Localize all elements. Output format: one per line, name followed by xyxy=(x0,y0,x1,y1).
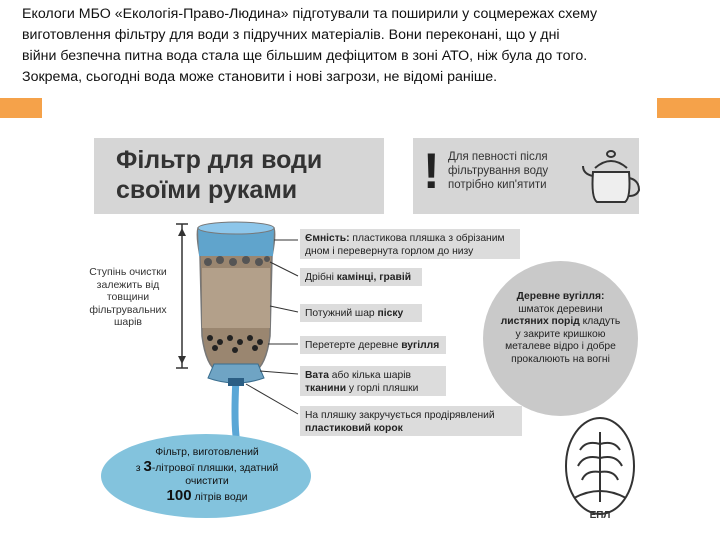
intro-line: Зокрема, сьогодні вода може становити і нові загрози, не відомі раніше. xyxy=(22,69,498,85)
tree-logo-icon xyxy=(560,414,640,526)
warning-text: Для певності після фільтрування воду потрібно кип'ятити xyxy=(448,151,549,191)
charcoal-line-b-bold: листяних порід xyxy=(500,316,580,327)
callout-sand-text: Потужний шар xyxy=(305,308,378,319)
callout-cap-text: На пляшку закручується продірявлений xyxy=(305,410,495,421)
capacity-text xyxy=(128,446,286,504)
charcoal-heading: Деревне вугілля: xyxy=(516,291,605,302)
intro-line: Екологи МБО «Екологія-Право-Людина» підготували та поширили у соцмережах схему xyxy=(22,6,598,22)
capacity-line-2-pre: з xyxy=(135,461,144,474)
filter-infographic xyxy=(68,116,646,528)
intro-paragraph xyxy=(22,4,712,88)
capacity-liters-water: 100 xyxy=(166,486,192,504)
charcoal-line-b-post: кладуть xyxy=(579,316,621,327)
capacity-liters-bottle: 3 xyxy=(143,457,152,475)
callout-container-text: пластикова пляшка з обрізаним дном і перевернута горлом до низу xyxy=(305,233,505,257)
callout-sand-bold: піску xyxy=(377,308,404,319)
accent-bar-left xyxy=(0,98,42,118)
callout-container-bold: Ємність: xyxy=(305,233,350,244)
capacity-line-2-post: -літрової пляшки, здатний очистити xyxy=(151,461,279,487)
warning-mark: ! xyxy=(423,143,440,199)
callout-pebbles xyxy=(300,268,422,286)
callout-cloth-bold1: Вата xyxy=(305,370,329,381)
title-line-2: своїми руками xyxy=(116,176,298,204)
callout-cap xyxy=(300,406,522,436)
callout-charcoal-bold: вугілля xyxy=(401,340,440,351)
callout-cloth-post: у горлі пляшки xyxy=(346,383,419,394)
capacity-line-3-post: літрів води xyxy=(191,490,248,503)
intro-line: війни безпечна питна вода стала ще більшим дефіцитом в зоні АТО, ніж була до того. xyxy=(22,48,588,64)
filtration-side-note: Ступінь очистки залежить від товщини фільтрувальних шарів xyxy=(89,266,167,328)
callout-charcoal-text: Перетерте деревне xyxy=(305,340,402,351)
accent-bar-right xyxy=(657,98,720,118)
callout-cap-bold: пластиковий корок xyxy=(305,423,403,434)
logo-lettering: ЕПЛ xyxy=(589,510,611,521)
callout-sand xyxy=(300,304,422,322)
callout-pebbles-bold: камінці, гравій xyxy=(336,272,412,283)
charcoal-line-a: шматок деревини xyxy=(518,303,603,315)
capacity-line-1: Фільтр, виготовлений xyxy=(155,446,259,458)
intro-line: виготовлення фільтру для води з підручних матеріалів. Вони переконані, що у дні xyxy=(22,27,560,43)
callout-cloth xyxy=(300,366,446,396)
charcoal-line-c: у закрите кришкою металеве відро і добре прокалюють на вогні xyxy=(505,328,616,365)
callout-cloth-bold2: тканини xyxy=(305,383,347,394)
callout-pebbles-text: Дрібні xyxy=(305,272,337,283)
callout-container xyxy=(300,229,520,259)
title-line-1: Фільтр для води xyxy=(116,146,323,174)
callout-cloth-text: або кілька шарів xyxy=(328,370,411,381)
callout-charcoal xyxy=(300,336,446,354)
charcoal-info-text xyxy=(492,291,629,366)
